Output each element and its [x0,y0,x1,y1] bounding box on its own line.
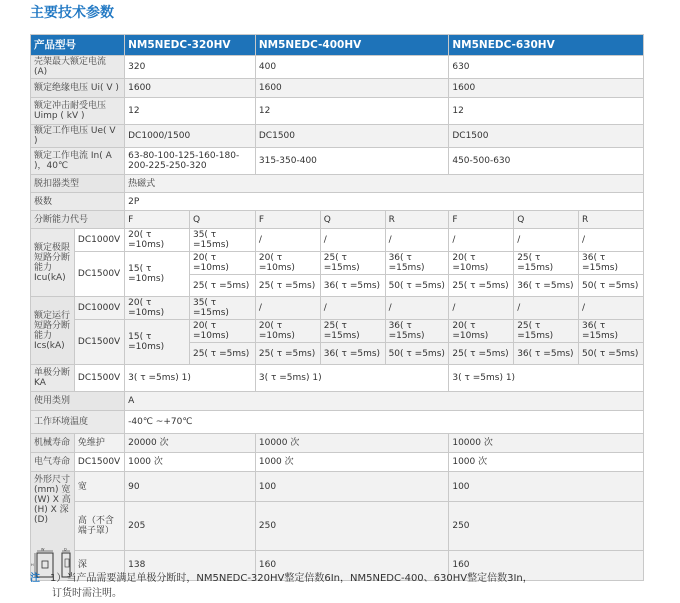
ue-400: DC1500 [255,125,448,148]
row-icu-dc1500-a [31,252,644,275]
uimp-630: 12 [449,98,644,125]
ics-cell: / [449,297,514,320]
icu-cell: 25( τ =15ms) [514,252,579,275]
icu-cell: / [449,229,514,252]
ics-cell: / [255,297,320,320]
dim-depth-320: 138 [125,550,256,580]
elec-life-label: 电气寿命 [31,453,75,472]
ics-cell: 36( τ =5ms) [514,343,579,365]
footnote-line-2: 订货时需注明。 [52,588,122,599]
row-mech-life [31,434,644,453]
row-single-pole [31,365,644,392]
usage-category-value: A [125,392,644,411]
ics-cell: 25( τ =5ms) [449,343,514,365]
icu-cell: 36( τ =5ms) [320,275,385,297]
row-poles [31,193,644,211]
icu-cell: 15( τ =10ms) [125,252,190,297]
section-title: 主要技术参数 [30,5,114,21]
icu-cell: 20( τ =10ms) [449,252,514,275]
mech-life-320: 20000 次 [125,434,256,453]
ics-cell: 35( τ =15ms) [189,297,255,320]
ue-label: 额定工作电压 Ue( V ) [31,125,125,148]
ics-cell: / [579,297,644,320]
icu-cell: 36( τ =15ms) [385,252,449,275]
header-model-400: NM5NEDC-400HV [255,35,448,56]
diagram-h-letter: H [31,563,34,567]
row-frame-current [31,56,644,79]
icu-cell: 35( τ =15ms) [189,229,255,252]
row-uimp [31,98,644,125]
breaking-code-cell: Q [514,211,579,229]
single-pole-voltage: DC1500V [74,365,124,392]
release-label: 脱扣器类型 [31,175,125,193]
row-ics-dc1000 [31,297,644,320]
elec-life-320: 1000 次 [125,453,256,472]
icu-dc1500-label: DC1500V [74,252,124,297]
elec-life-630: 1000 次 [449,453,644,472]
breaking-code-cell: F [255,211,320,229]
dim-height-320: 205 [125,502,256,550]
icu-dc1000-label: DC1000V [74,229,124,252]
row-breaking-code [31,211,644,229]
dim-depth-630: 160 [449,550,644,580]
row-ics-dc1500-a [31,320,644,343]
row-dim-height [31,502,644,550]
ics-cell: 25( τ =15ms) [514,320,579,343]
elec-life-400: 1000 次 [255,453,448,472]
footnote [30,571,660,601]
spec-table [30,34,644,581]
row-release [31,175,644,193]
dim-width-400: 100 [255,472,448,502]
breaking-code-cell: F [449,211,514,229]
icu-cell: / [514,229,579,252]
icu-cell: 36( τ =15ms) [579,252,644,275]
ics-dc1000-label: DC1000V [74,297,124,320]
ambient-value: -40℃ ~+70℃ [125,411,644,434]
footnote-line-1: 1）当产品需要满足单极分断时，NM5NEDC-320HV整定倍数6In，NM5NEDC-400、630HV整定倍数3In， [50,573,533,584]
ics-cell: 25( τ =5ms) [255,343,320,365]
poles-label: 极数 [31,193,125,211]
header-model-630: NM5NEDC-630HV [449,35,644,56]
row-ui [31,79,644,98]
in-630: 450-500-630 [449,148,644,175]
row-icu-dc1000 [31,229,644,252]
icu-cell: 20( τ =10ms) [125,229,190,252]
ics-cell: 50( τ =5ms) [385,343,449,365]
icu-cell: 36( τ =5ms) [514,275,579,297]
elec-life-voltage: DC1500V [74,453,124,472]
breaking-code-cell: R [385,211,449,229]
dim-height-label: 高（不含端子罩） [74,502,124,550]
dim-depth-label: 深 [74,550,124,580]
usage-category-label: 使用类别 [31,392,125,411]
single-pole-label: 单极分断 KA [31,365,75,392]
icu-cell: 20( τ =10ms) [189,252,255,275]
frame-current-630: 630 [449,56,644,79]
ics-cell: / [320,297,385,320]
ui-label: 额定绝缘电压 Ui( V ) [31,79,125,98]
ics-dc1500-label: DC1500V [74,320,124,365]
ics-cell: 15( τ =10ms) [125,320,190,365]
breaking-code-label: 分断能力代号 [31,211,125,229]
in-320: 63-80-100-125-160-180-200-225-250-320 [125,148,256,175]
row-ue [31,125,644,148]
dim-height-630: 250 [449,502,644,550]
ue-320: DC1000/1500 [125,125,256,148]
icu-cell: 50( τ =5ms) [385,275,449,297]
dimensions-label: 外形尺寸 (mm) 宽 (W) X 高 (H) X 深 (D) [34,475,71,525]
ui-400: 1600 [255,79,448,98]
frame-current-label: 壳架最大额定电流 (A) [31,56,125,79]
mech-life-400: 10000 次 [255,434,448,453]
icu-label: 额定极限短路分断能力 Icu(kA) [31,229,75,297]
in-label: 额定工作电流 In( A )，40℃ [31,148,125,175]
dim-height-400: 250 [255,502,448,550]
row-ambient [31,411,644,434]
ics-cell: 25( τ =15ms) [320,320,385,343]
dim-depth-400: 160 [255,550,448,580]
uimp-320: 12 [125,98,256,125]
diagram-w-letter: W [41,547,45,552]
ics-cell: 36( τ =15ms) [579,320,644,343]
icu-cell: / [385,229,449,252]
poles-value: 2P [125,193,644,211]
mech-life-label: 机械寿命 [31,434,75,453]
single-pole-320: 3( τ =5ms) 1) [125,365,256,392]
icu-cell: 20( τ =10ms) [255,252,320,275]
ics-cell: 20( τ =10ms) [189,320,255,343]
diagram-d-letter: D [64,547,67,552]
ics-cell: 20( τ =10ms) [255,320,320,343]
ui-630: 1600 [449,79,644,98]
footnote-tag: 注 [30,573,40,584]
row-elec-life [31,453,644,472]
breaking-code-cell: Q [189,211,255,229]
ics-cell: 20( τ =10ms) [125,297,190,320]
ambient-label: 工作环境温度 [31,411,125,434]
icu-cell: 25( τ =5ms) [449,275,514,297]
dimensions-cell [31,472,75,581]
header-model-320: NM5NEDC-320HV [125,35,256,56]
frame-current-320: 320 [125,56,256,79]
header-row [31,35,644,56]
row-in [31,148,644,175]
icu-cell: / [320,229,385,252]
in-400: 315-350-400 [255,148,448,175]
ics-label: 额定运行短路分断能力 Ics(kA) [31,297,75,365]
header-model-label: 产品型号 [31,35,125,56]
mech-life-condition: 免维护 [74,434,124,453]
uimp-label: 额定冲击耐受电压 Uimp ( kV ) [31,98,125,125]
breaking-code-cell: F [125,211,190,229]
ics-cell: 36( τ =15ms) [385,320,449,343]
ics-cell: / [385,297,449,320]
row-dim-width [31,472,644,502]
icu-cell: / [255,229,320,252]
ics-cell: 20( τ =10ms) [449,320,514,343]
icu-cell: 25( τ =5ms) [255,275,320,297]
mech-life-630: 10000 次 [449,434,644,453]
ics-cell: 36( τ =5ms) [320,343,385,365]
dim-width-320: 90 [125,472,256,502]
icu-cell: 25( τ =5ms) [189,275,255,297]
ui-320: 1600 [125,79,256,98]
breaking-code-cell: R [579,211,644,229]
dim-width-label: 宽 [74,472,124,502]
dim-width-630: 100 [449,472,644,502]
frame-current-400: 400 [255,56,448,79]
ics-cell: 50( τ =5ms) [579,343,644,365]
icu-cell: 25( τ =15ms) [320,252,385,275]
row-usage-category [31,392,644,411]
uimp-400: 12 [255,98,448,125]
icu-cell: 50( τ =5ms) [579,275,644,297]
breaking-code-cell: Q [320,211,385,229]
ue-630: DC1500 [449,125,644,148]
ics-cell: 25( τ =5ms) [189,343,255,365]
single-pole-400: 3( τ =5ms) 1) [255,365,448,392]
release-value: 热磁式 [125,175,644,193]
ics-cell: / [514,297,579,320]
icu-cell: / [579,229,644,252]
single-pole-630: 3( τ =5ms) 1) [449,365,644,392]
